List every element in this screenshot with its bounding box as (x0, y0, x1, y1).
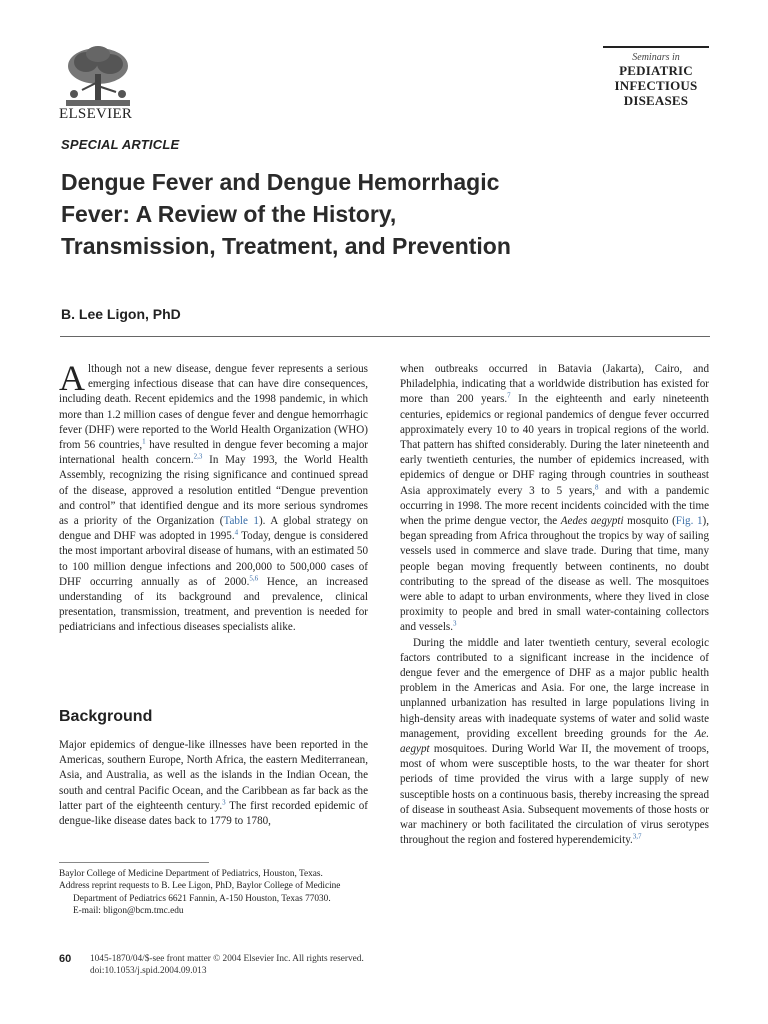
history-paragraph (400, 362, 709, 636)
affiliation-line: Baylor College of Medicine Department of Pediatrics, Houston, Texas. (59, 869, 323, 879)
citation-ref[interactable]: 4 (234, 528, 239, 537)
text-run: ). A global strategy on dengue and DHF was adopted in 1995. (59, 515, 368, 543)
journal-masthead (603, 46, 709, 108)
ecology-paragraph (400, 636, 709, 849)
citation-ref[interactable]: 3 (222, 798, 226, 807)
intro-paragraph (59, 358, 368, 636)
citation-ref[interactable]: 5,6 (249, 574, 259, 583)
left-column-intro (59, 358, 368, 636)
table-link[interactable]: Table 1 (223, 515, 259, 528)
reprint-line: Address reprint requests to B. Lee Ligon, PhD, Baylor College of Medicine (59, 881, 341, 892)
right-column (400, 362, 709, 849)
footnote-divider (59, 862, 209, 863)
citation-ref[interactable]: 8 (595, 482, 599, 491)
text-run: During the middle and later twentieth century, several ecologic factors contributed to a significant increase in the incidence of dengue fever and the emergence of DHF as a major public health problem in the Americas and Asia. For one, the large increase in unplanned urbanization has resulted in large populations living in high-density areas with inadequate systems of water and solid waste management, providing excellent breeding grounds for the (400, 636, 709, 740)
text-run: and with a pandemic occurring in 1998. The more recent incidents coincided with the time when the prime dengue vector, the (400, 484, 709, 528)
affiliation-footnote (59, 868, 379, 918)
text-run: In May 1993, the World Health Assembly, recognizing the rising significance and continued spread of the disease, approved a resolution entitled “Dengue prevention and control” that identified dengue and its more serious syndromes as a priority of the Organization ( (59, 454, 368, 528)
copyright-line: 1045-1870/04/$-see front matter © 2004 Elsevier Inc. All rights reserved. (90, 954, 364, 964)
section-label: SPECIAL ARTICLE (61, 137, 180, 152)
citation-ref[interactable]: 3 (453, 619, 457, 628)
text-run: lthough not a new disease, dengue fever represents a serious emerging infectious disease that can have dire consequences, including death. Recent epidemics and the 1998 pandemic, in which more than 1.2 million cases of dengue fever and dengue hemorrhagic fever (DHF) were reported to the World Health Organization (WHO) from 56 countries, (59, 363, 368, 452)
publisher-name: ELSEVIER (59, 106, 133, 122)
journal-line-4: DISEASES (623, 93, 689, 108)
copyright-block (90, 953, 364, 978)
elsevier-tree-logo (58, 42, 138, 112)
header-divider (60, 336, 710, 337)
text-run: mosquitoes. During World War II, the movement of troops, most of whom were susceptible hosts, to the war theater for short periods of time provided the virus with a large supply of new susceptible hosts on a continuous basis, thereby increasing the spread of disease in southeast Asia. Subsequent movements of those hosts or war machinery or both facilitated the circulation of virus serotypes throughout the region and fostered hyperendemicity. (400, 743, 709, 847)
species-name: Ae. aegypt (400, 727, 709, 756)
doi-line[interactable]: doi:10.1053/j.spid.2004.09.013 (90, 966, 207, 977)
author-name: B. Lee Ligon, PhD (61, 306, 181, 322)
figure-link[interactable]: Fig. 1 (675, 515, 703, 528)
address-line: Department of Pediatrics 6621 Fannin, A-150 Houston, Texas 77030. (73, 893, 331, 904)
drop-cap: A (59, 358, 85, 398)
journal-line-3: INFECTIOUS (614, 78, 698, 93)
text-run: Major epidemics of dengue-like illnesses have been reported in the Americas, southern Europe, North Africa, the eastern Mediterranean, Asia, and Australia, as well as the islands in the Indian Ocean, the south and central Pacific Ocean, and the Caribbean as far back as the latter part of the eighteenth century. (59, 739, 368, 812)
text-run: Hence, an increased understanding of its background and prevalence, clinical presentation, transmission, treatment, and prevention is needed for pediatricians and infectious diseases specialists alike. (59, 575, 368, 634)
citation-ref[interactable]: 3,7 (632, 832, 642, 841)
text-run: mosquito ( (623, 515, 676, 528)
journal-line-1: Seminars in (632, 52, 680, 63)
citation-ref[interactable]: 1 (142, 437, 146, 446)
citation-ref[interactable]: 2,3 (193, 452, 203, 461)
text-run: The first recorded epidemic of dengue-like disease dates back to 1779 to 1780, (59, 799, 368, 828)
text-run: ), began spreading from Africa throughout the tropics by way of sailing vessels used in commerce and slave trade. During that time, many people began moving frequently between continents, no doubt contributing to the spread of the disease as well. The mosquitoes were able to adapt to urban environments, where they lived in close proximity to people and bred in small water-containing collectors and vessels. (400, 515, 709, 634)
background-heading: Background (59, 708, 153, 725)
left-column-background (59, 738, 368, 829)
text-run: have resulted in dengue fever becoming a major international health concern. (59, 439, 368, 467)
journal-line-2: PEDIATRIC (619, 63, 693, 78)
background-paragraph (59, 738, 368, 829)
article-title: Dengue Fever and Dengue Hemorrhagic Fever: A Review of the History, Transmission, Treatment, and Prevention (61, 169, 511, 259)
text-run: when outbreaks occurred in Batavia (Jakarta), Cairo, and Philadelphia, indicating that a worldwide distribution has existed for more than 200 years. (400, 363, 709, 406)
email-line[interactable]: E-mail: bligon@bcm.tmc.edu (73, 906, 184, 917)
text-run: In the eighteenth and early nineteenth centuries, epidemics or regional pandemics of dengue fever occurred approximately every 10 to 40 years in tropical regions of the world. That pattern has shifted considerably. During the later nineteenth and early twentieth centuries, the number of epidemics increased, with epidemics of dengue or DHF raging through countries in southeast Asia approximately every 3 to 5 years, (400, 393, 709, 497)
citation-ref[interactable]: 7 (507, 391, 511, 400)
text-run: Today, dengue is considered the most important arboviral disease of humans, with an estimated 50 to 100 million dengue infections and 200,000 to 500,000 cases of DHF occurring annually as of 2000. (59, 530, 368, 588)
species-name: Aedes aegypti (560, 515, 624, 528)
page-number: 60 (59, 953, 72, 965)
